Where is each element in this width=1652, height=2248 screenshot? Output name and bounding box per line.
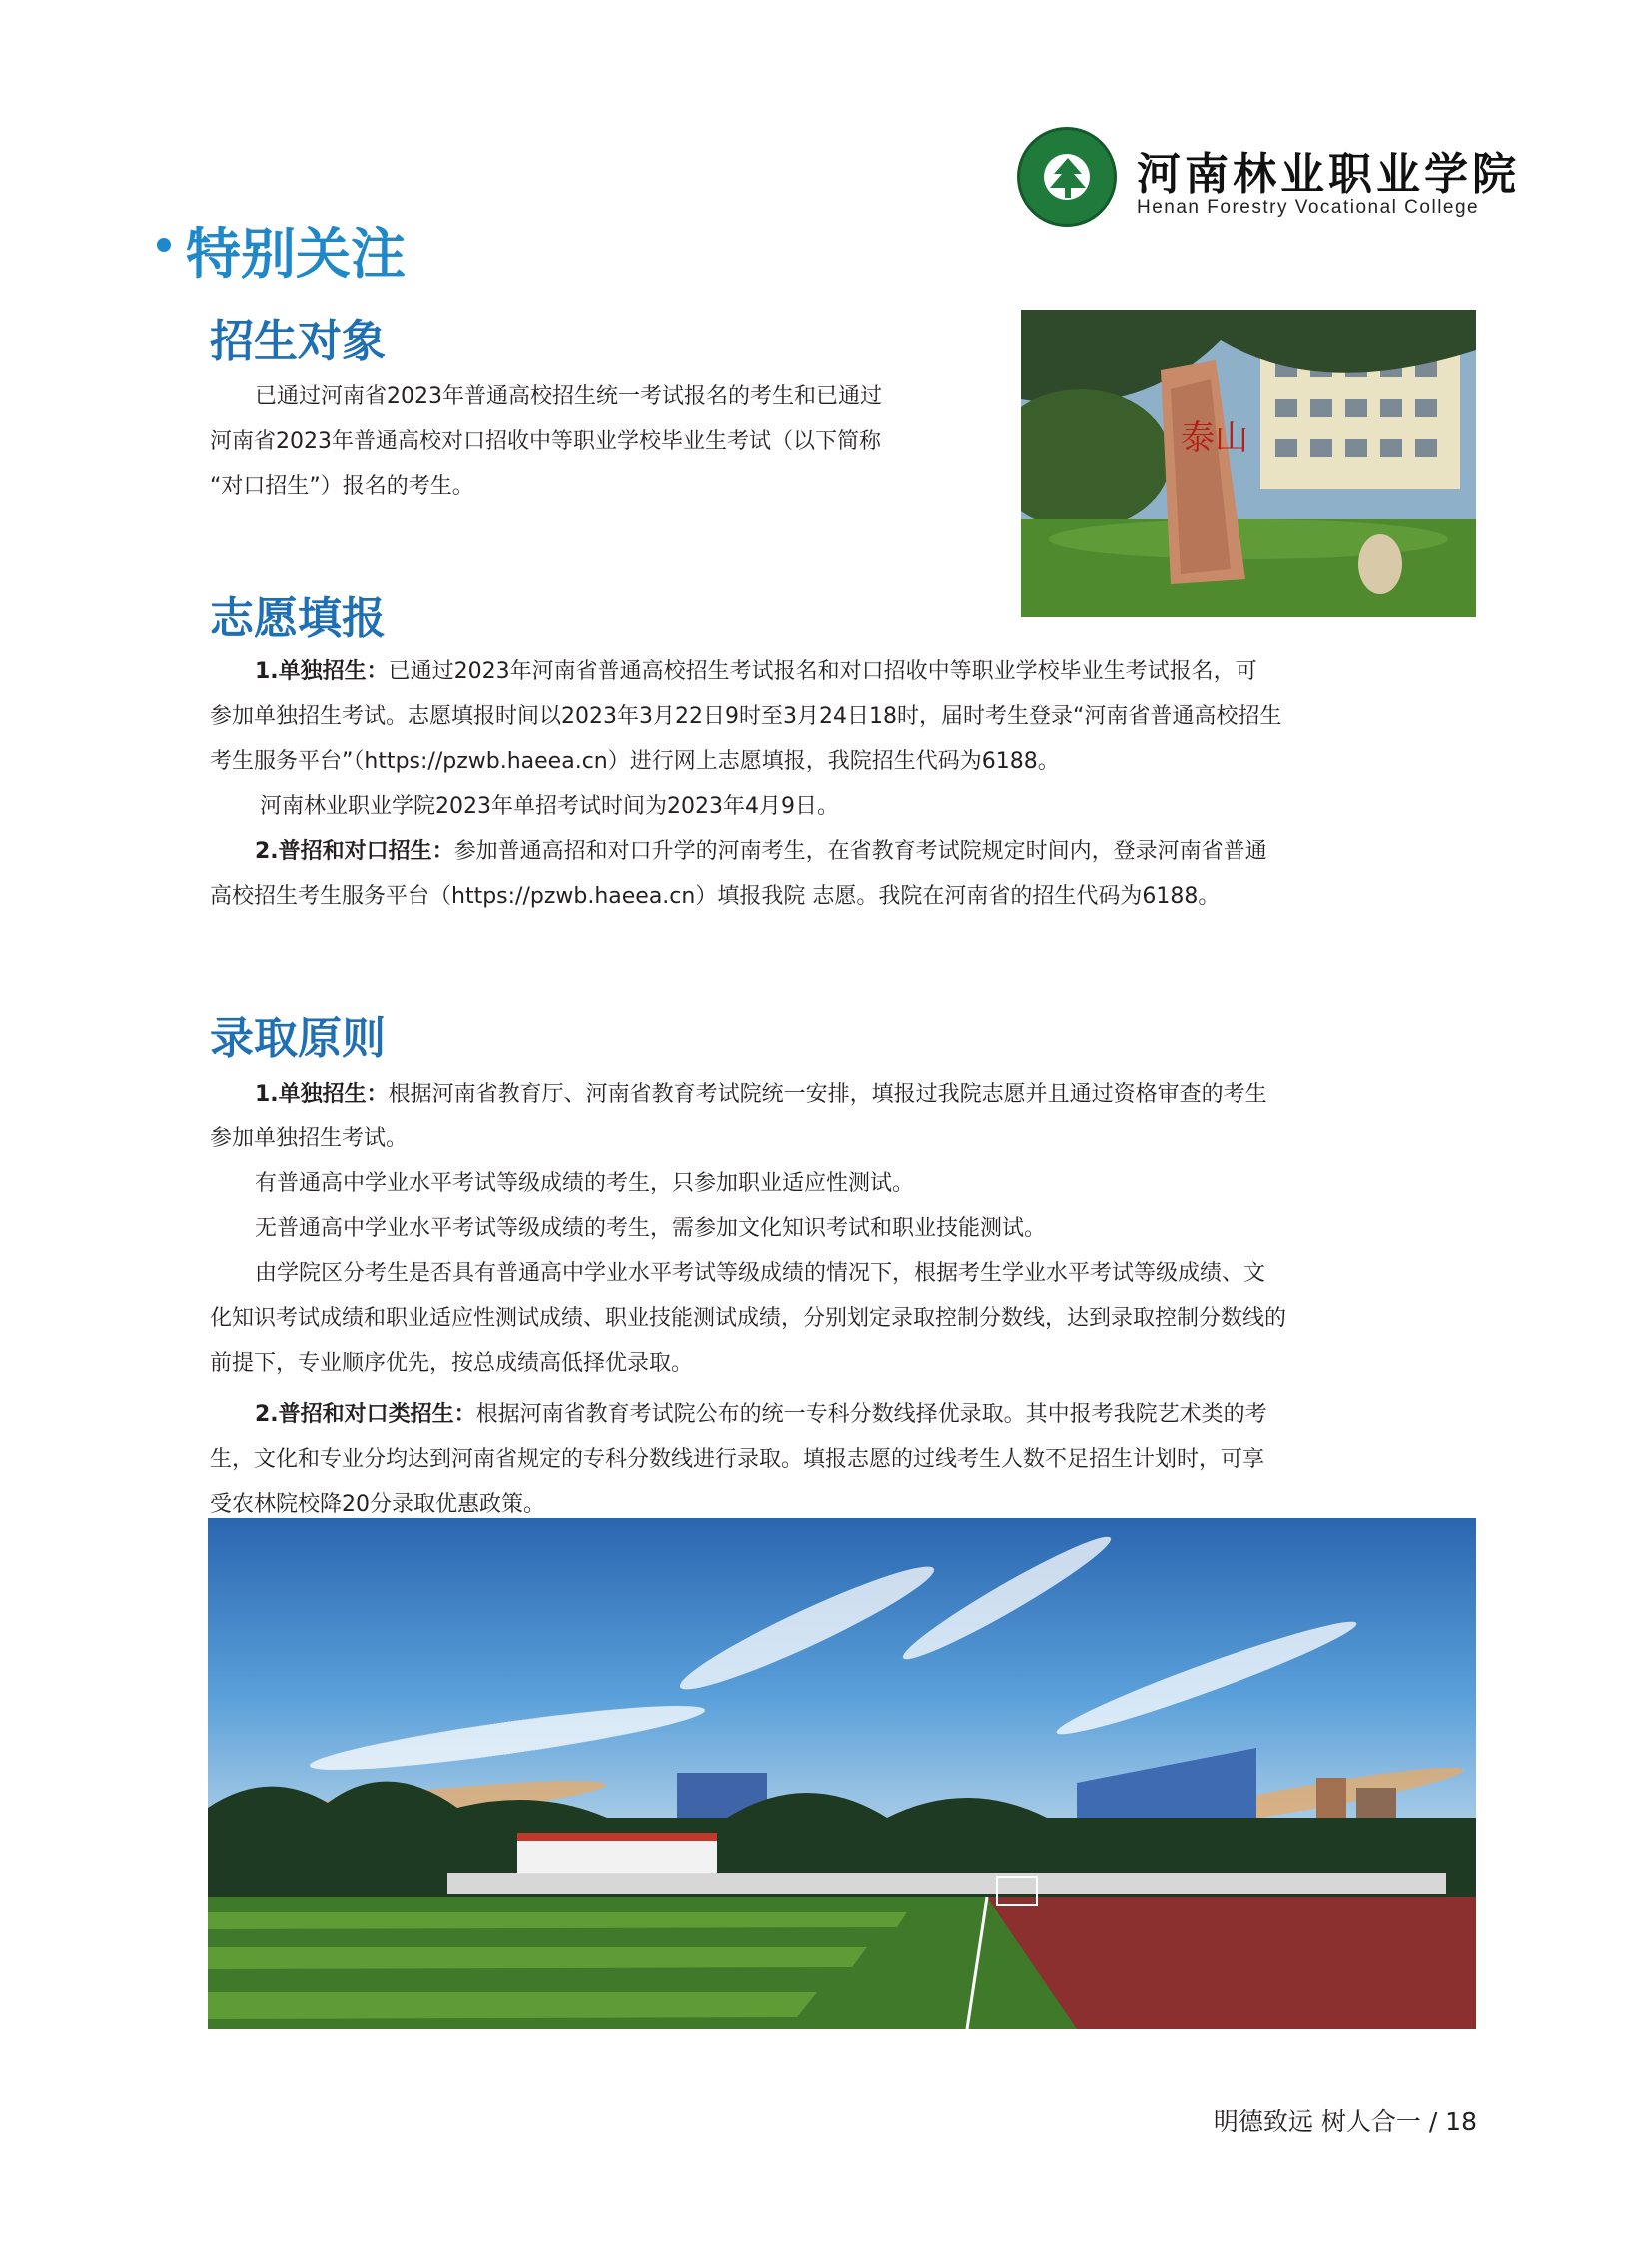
campus-field-illustration xyxy=(208,1518,1476,2029)
text-line xyxy=(210,1392,1488,1437)
text-line: 河南省2023年普通高校对口招收中等职业学校毕业生考试（以下简称 xyxy=(210,429,881,454)
text-line: 生，文化和专业分均达到河南省规定的专科分数线进行录取。填报志愿的过线考生人数不足招生计划时，可享 xyxy=(210,1447,1265,1472)
bullet-dot-icon xyxy=(157,238,171,252)
item-lead: 1.单独招生： xyxy=(255,659,389,684)
page-title: 特别关注 xyxy=(186,222,407,286)
text-line: 高校招生考生服务平台（https://pzwb.haeea.cn）填报我院 志愿。我院在河南省的招生代码为6188。 xyxy=(210,884,1221,909)
text-line: 化知识考试成绩和职业适应性测试成绩、职业技能测试成绩，分别划定录取控制分数线，达到录取控制分数线的 xyxy=(210,1306,1287,1331)
item-text: 根据河南省教育厅、河南省教育考试院统一安排，填报过我院志愿并且通过资格审查的考生 xyxy=(388,1082,1267,1107)
stone-inscription: 泰山 xyxy=(1181,418,1248,458)
text-line xyxy=(210,1072,1488,1117)
text-line: 由学院区分考生是否具有普通高中学业水平考试等级成绩的情况下，根据考生学业水平考试等级成绩、文 xyxy=(255,1261,1266,1286)
college-name-en: Henan Forestry Vocational College xyxy=(1137,197,1480,218)
text-line: 考生服务平台”（https://pzwb.haeea.cn）进行网上志愿填报，我院招生代码为6188。 xyxy=(210,749,1060,774)
text-line: 有普通高中学业水平考试等级成绩的考生，只参加职业适应性测试。 xyxy=(255,1171,915,1196)
item-text: 根据河南省教育考试院公布的统一专科分数线择优录取。其中报考我院艺术类的考 xyxy=(475,1402,1267,1427)
text-line: 受农林院校降20分录取优惠政策。 xyxy=(210,1492,545,1517)
college-logo xyxy=(1017,127,1117,227)
text-line: 无普通高中学业水平考试等级成绩的考生，需参加文化知识考试和职业技能测试。 xyxy=(255,1216,1047,1241)
text-line xyxy=(210,829,1488,874)
application-paragraph xyxy=(210,649,1488,919)
item-lead: 2.普招和对口招生： xyxy=(255,839,454,864)
section-title-admission: 录取原则 xyxy=(210,1013,386,1064)
text-line: “对口招生”）报名的考生。 xyxy=(210,474,474,499)
text-line: 已通过河南省2023年普通高校招生统一考试报名的考生和已通过 xyxy=(255,384,882,409)
item-text: 已通过2023年河南省普通高校招生考试报名和对口招收中等职业学校毕业生考试报名，可 xyxy=(388,659,1257,684)
page-footer: 明德致远 树人合一 / 18 xyxy=(1213,2107,1477,2136)
item-lead: 1.单独招生： xyxy=(255,1082,389,1107)
section-title-application: 志愿填报 xyxy=(210,593,386,644)
campus-field-photo xyxy=(208,1518,1476,2029)
text-line: 参加单独招生考试。 xyxy=(210,1126,409,1151)
item-text: 参加普通高招和对口升学的河南考生，在省教育考试院规定时间内，登录河南省普通 xyxy=(453,839,1267,864)
text-line: 前提下，专业顺序优先，按总成绩高低择优录取。 xyxy=(210,1351,694,1376)
campus-stone-photo xyxy=(1021,310,1476,617)
text-line: 参加单独招生考试。志愿填报时间以2023年3月22日9时至3月24日18时，届时考生登录“河南省普通高校招生 xyxy=(210,704,1282,729)
campus-stone-illustration xyxy=(1021,310,1476,617)
target-paragraph xyxy=(210,375,999,509)
item-lead: 2.普招和对口类招生： xyxy=(255,1402,476,1427)
college-name-cn: 河南林业职业学院 xyxy=(1137,149,1520,200)
tree-icon xyxy=(1048,156,1088,200)
text-line xyxy=(210,649,1488,694)
section-title-target: 招生对象 xyxy=(210,316,386,367)
admission-paragraph xyxy=(210,1072,1488,1527)
text-line: 河南林业职业学院2023年单招考试时间为2023年4月9日。 xyxy=(260,794,839,819)
